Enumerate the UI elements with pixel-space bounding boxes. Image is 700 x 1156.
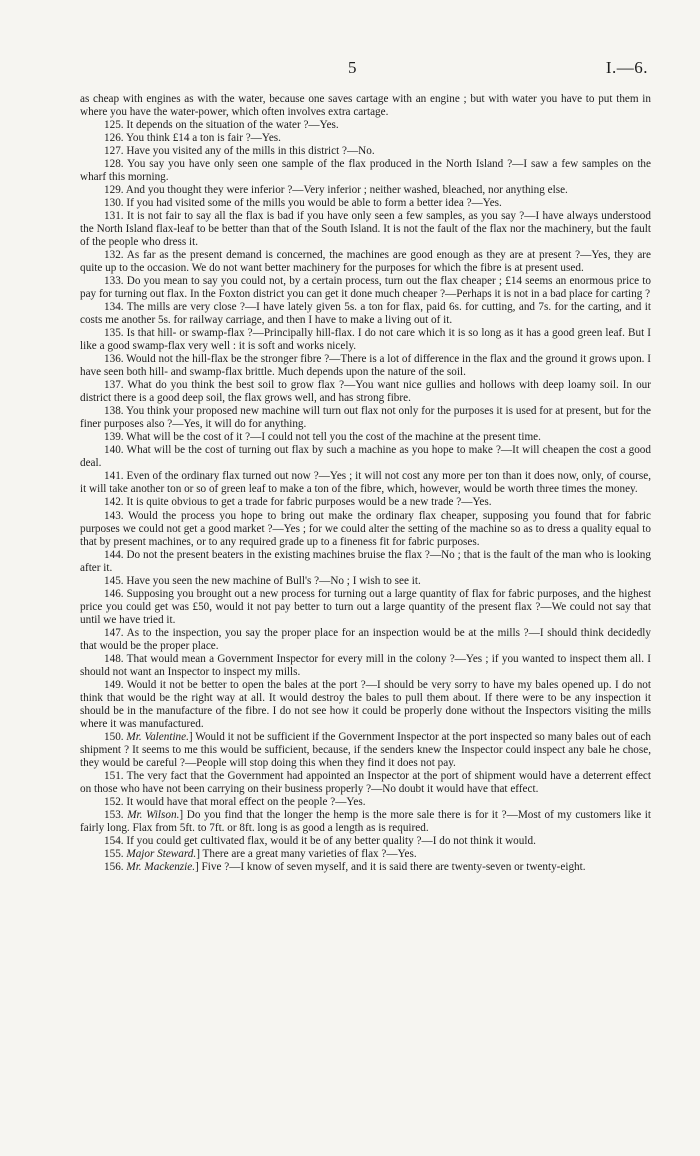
paragraph: 127. Have you visited any of the mills in this district ?—No.: [104, 145, 375, 158]
paragraph: 133. Do you mean to say you could not, by a certain process, turn out the flax cheaper ; £14 seems an enormous price to pay for turning out flax. In the Foxton district you can get it done much cheaper ?—Perhaps it is not in a bad place for carting ?: [80, 275, 651, 301]
paragraph: 138. You think your proposed new machine will turn out flax not only for the purposes it is used for at present, but for the finer purposes also ?—Yes, it will do for anything.: [80, 405, 651, 431]
paragraph: 145. Have you seen the new machine of Bull's ?—No ; I wish to see it.: [104, 574, 421, 587]
paragraph: 137. What do you think the best soil to grow flax ?—You want nice gullies and hollows with deep loamy soil. In our district there is a good deep soil, the flax grows well, and has strong fibre.: [80, 379, 651, 405]
paragraph: 148. That would mean a Government Inspector for every mill in the colony ?—Yes ; if you wanted to inspect them all. I should not want an Inspector to inspect my mills.: [80, 652, 651, 678]
paragraph: 141. Even of the ordinary flax turned out now ?—Yes ; it will not cost any more per ton than it does now, only, of course, it will take another ton or so of green leaf to make a ton of the fibre, which, however, would be worth three times the money.: [80, 470, 651, 496]
paragraph: 142. It is quite obvious to get a trade for fabric purposes would be a new trade ?—Yes.: [104, 496, 492, 509]
paragraph: 129. And you thought they were inferior ?—Very inferior ; neither washed, bleached, nor anything else.: [104, 184, 568, 197]
paragraph: 131. It is not fair to say all the flax is bad if you have only seen a few samples, as you say ?—I have always understood the North Island flax-leaf to be better than that of the South Island. It is not the fault of the flax nor the machinery, but the fault of the people who dress it.: [80, 210, 651, 249]
page-number: 5: [348, 58, 357, 77]
paragraph: 128. You say you have only seen one sample of the flax produced in the North Island ?—I saw a few samples on the wharf this morning.: [80, 158, 651, 184]
paragraph: 147. As to the inspection, you say the proper place for an inspection would be at the mills ?—I should think decidedly that would be the proper place.: [80, 626, 651, 652]
speaker-name: Mr. Wilson.: [127, 808, 180, 821]
speaker-name: Mr. Mackenzie.: [126, 860, 196, 873]
paragraph: 146. Supposing you brought out a new process for turning out a large quantity of flax for fabric purposes, and the highest price you could get was £50, would it not pay better to turn out a large quantity of the present flax ?—We could not say that until we have tried it.: [80, 587, 651, 626]
paragraph: 154. If you could get cultivated flax, would it be of any better quality ?—I do not think it would.: [104, 834, 536, 847]
paragraph: 152. It would have that moral effect on the people ?—Yes.: [104, 795, 366, 808]
paragraph: as cheap with engines as with the water, because one saves cartage with an engine ; but with water you have to put them in where you have the water-power, which often involves extra cartage.: [80, 93, 651, 119]
paragraph: 134. The mills are very close ?—I have lately given 5s. a ton for flax, paid 6s. for cutting, and 7s. for the carting, and it costs me another 5s. for railway carriage, and then I have to make a living out of it.: [80, 301, 651, 327]
paragraph: 144. Do not the present beaters in the existing machines bruise the flax ?—No ; that is the fault of the man who is looking after it.: [80, 548, 651, 574]
paragraph: 136. Would not the hill-flax be the stronger fibre ?—There is a lot of difference in the flax and the ground it grows upon. I have seen both hill- and swamp-flax brittle. Much depends upon the nature of the soil.: [80, 353, 651, 379]
paragraph: 150. Mr. Valentine.] Would it not be sufficient if the Government Inspector at the port inspected so many bales out of each shipment ? It seems to me this would be sufficient, because, if the senders knew the Inspector could inspect any bale he chose, they would be careful ?—People will stop doing this when they find it does not pay.: [80, 730, 651, 769]
paragraph: 126. You think £14 a ton is fair ?—Yes.: [104, 132, 281, 145]
paragraph: 155. Major Steward.] There are a great many varieties of flax ?—Yes.: [104, 847, 417, 860]
speaker-name: Mr. Valentine.: [126, 730, 189, 743]
paragraph: 125. It depends on the situation of the water ?—Yes.: [104, 119, 339, 132]
paragraph: 143. Would the process you hope to bring out make the ordinary flax cheaper, supposing you found that for fabric purposes we could not get a good market ?—Yes ; for we could alter the setting of the machine so as to dress a quality equal to that by present machines, or to any required grade up to a fineness fit for fabric purposes.: [80, 509, 651, 548]
paragraph: 149. Would it not be better to open the bales at the port ?—I should be very sorry to have my bales opened up. I do not think that would be the right way at all. It would destroy the bales to pull them about. If there were to be any inspection it should be in the manufacture of the fibre. I do not see how it could be properly done without the Inspectors visiting the mills where it was manufactured.: [80, 678, 651, 730]
paragraph: 132. As far as the present demand is concerned, the machines are good enough as they are at present ?—Yes, they are quite up to the occasion. We do not want better machinery for the purposes for which the fibre is at present used.: [80, 249, 651, 275]
paragraph: 130. If you had visited some of the mills you would be able to form a better idea ?—Yes.: [104, 197, 502, 210]
paragraph: 135. Is that hill- or swamp-flax ?—Principally hill-flax. I do not care which it is so long as it has a good green leaf. But I like a good swamp-flax very well : it is soft and works nicely.: [80, 327, 651, 353]
page-header: [0, 58, 700, 82]
paragraph: 140. What will be the cost of turning out flax by such a machine as you hope to make ?—It will cheapen the cost a good deal.: [80, 444, 651, 470]
document-reference: I.—6.: [605, 58, 648, 77]
speaker-name: Major Steward.: [126, 847, 197, 860]
paragraph: 156. Mr. Mackenzie.] Five ?—I know of seven myself, and it is said there are twenty-seven or twenty-eight.: [104, 860, 586, 873]
testimony-body: [80, 93, 651, 874]
paragraph: 139. What will be the cost of it ?—I could not tell you the cost of the machine at the present time.: [104, 431, 541, 444]
paragraph: 153. Mr. Wilson.] Do you find that the longer the hemp is the more sale there is for it ?—Most of my customers like it fairly long. Flax from 5ft. to 7ft. or 8ft. long is as good a length as is required.: [80, 808, 652, 834]
paragraph: 151. The very fact that the Government had appointed an Inspector at the port of shipment would have a deterrent effect on those who have not been carrying on their business properly ?—No doubt it would have that effect.: [80, 769, 651, 795]
